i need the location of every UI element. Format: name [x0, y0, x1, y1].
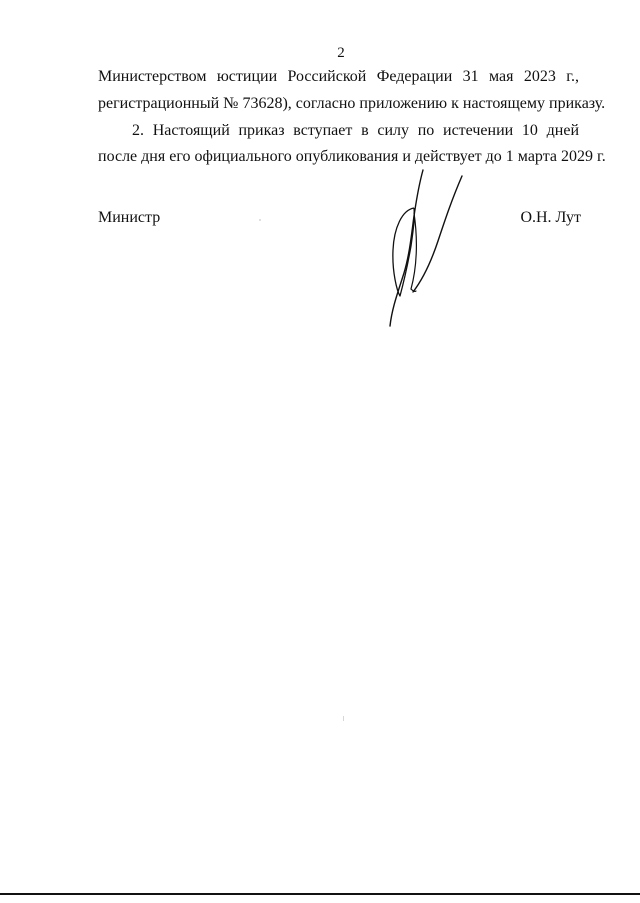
handwritten-signature: [382, 168, 472, 328]
signatory-position: Министр: [98, 209, 161, 226]
paragraph-line-1: Министерством юстиции Российской Федерации 31 мая 2023 г.,: [98, 68, 579, 85]
signatory-name: О.Н. Лут: [520, 209, 581, 226]
scan-dot: [259, 219, 261, 221]
page-number: 2: [337, 45, 345, 61]
paragraph-line-4: после дня его официального опубликования и действует до 1 марта 2029 г.: [98, 148, 606, 165]
paragraph-line-2: регистрационный № 73628), согласно приложению к настоящему приказу.: [98, 95, 606, 112]
scan-mark: [343, 716, 344, 721]
paragraph-line-3: 2. Настоящий приказ вступает в силу по истечении 10 дней: [132, 122, 579, 139]
page-bottom-edge: [0, 893, 640, 895]
